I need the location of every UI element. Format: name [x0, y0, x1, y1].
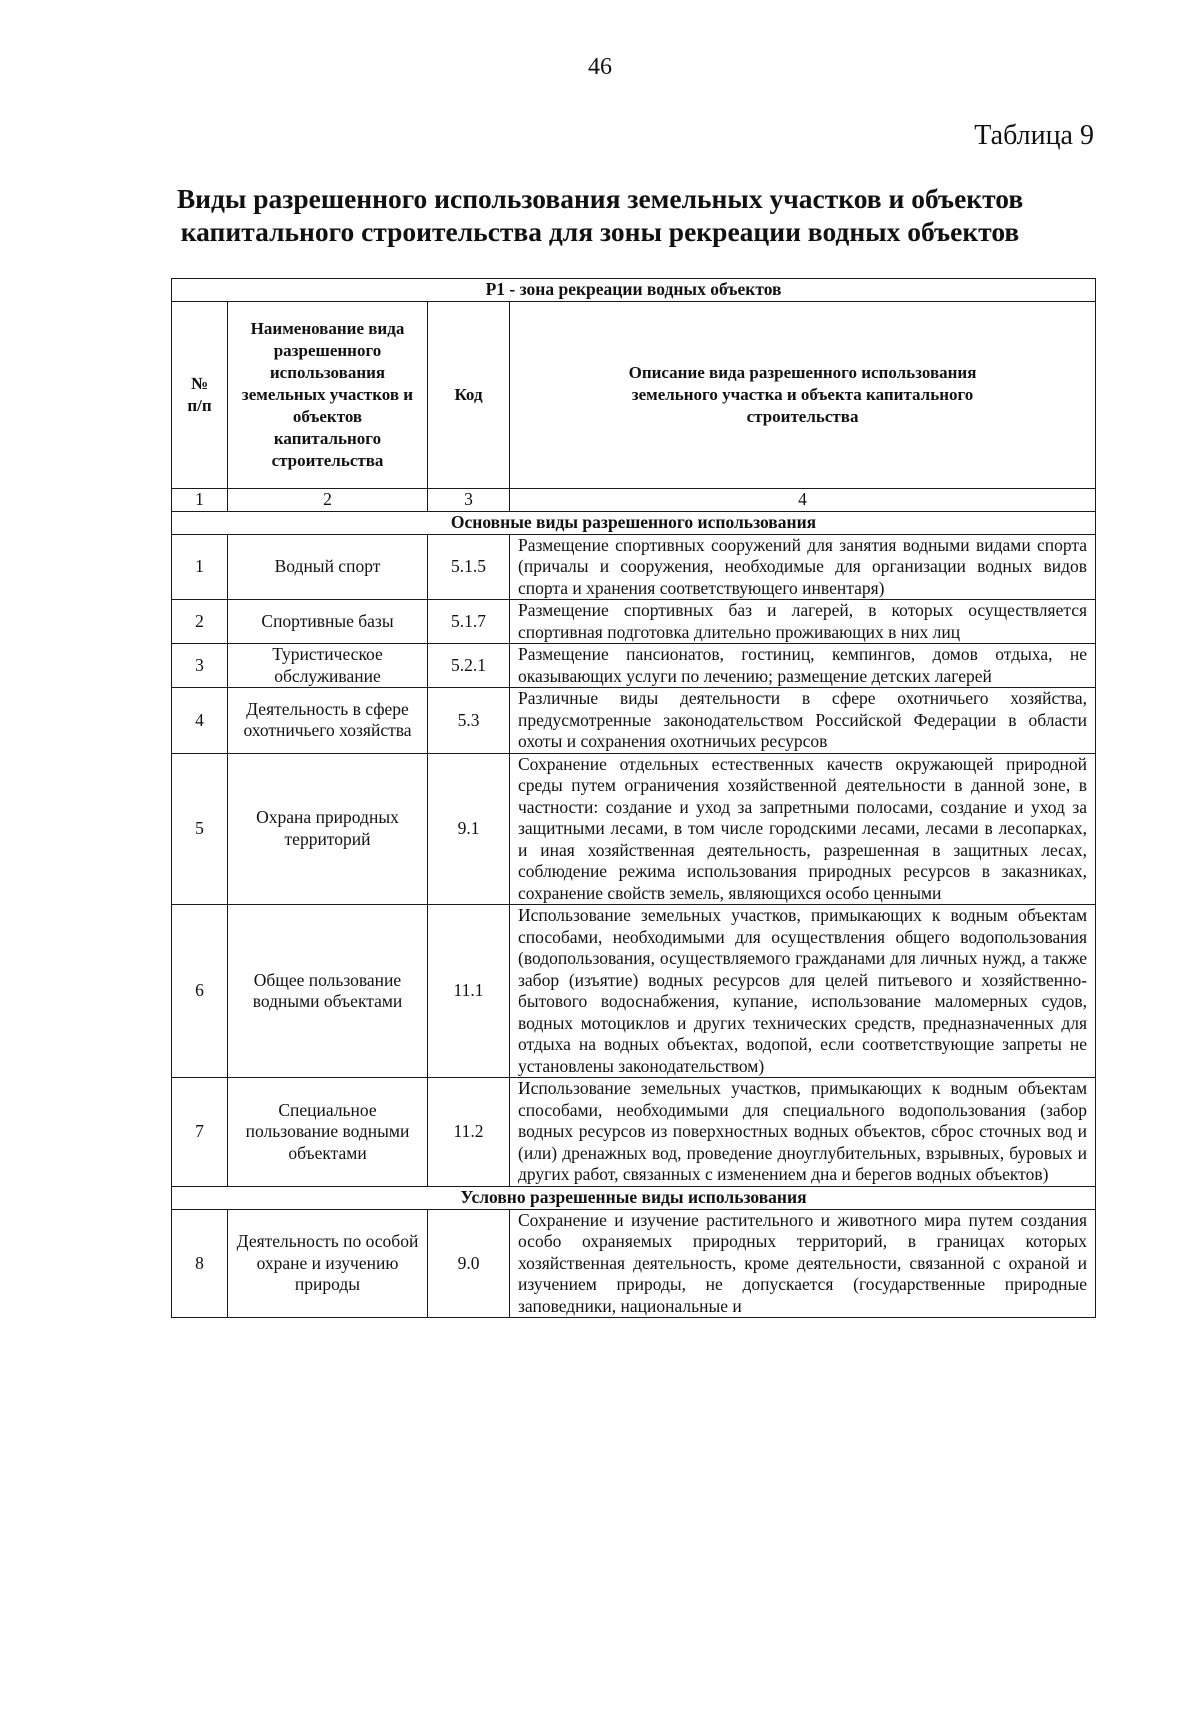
- table-row: [172, 534, 1096, 600]
- table-row: [172, 600, 1096, 644]
- page-number: 46: [588, 54, 612, 80]
- column-number: 1: [172, 489, 228, 512]
- row-num: 2: [172, 600, 228, 644]
- row-name: Туристическое обслуживание: [228, 644, 428, 688]
- row-name: Охрана природных территорий: [228, 753, 428, 905]
- row-description: Сохранение отдельных естественных качеств окружающей природной среды путем ограничения хозяйственной деятельности в данной зоне, в частности: создание и уход за запретными полосами, создание и уход за защитными лесами, в том числе городскими лесами, лесами в лесопарках, и иная хозяйственная деятельность, разрешенная в защитных лесах, соблюдение режима использования природных ресурсов в заказниках, сохранение свойств земель, являющихся особо ценными: [510, 753, 1096, 905]
- table-row: [172, 905, 1096, 1078]
- row-code: 5.3: [428, 688, 510, 754]
- row-num: 4: [172, 688, 228, 754]
- row-description: Размещение спортивных сооружений для занятия водными видами спорта (причалы и сооружения, необходимые для организации водных видов спорта и хранения соответствующего инвентаря): [510, 534, 1096, 600]
- column-number: 2: [228, 489, 428, 512]
- row-code: 9.0: [428, 1209, 510, 1318]
- row-description: Различные виды деятельности в сфере охотничьего хозяйства, предусмотренные законодательством Российской Федерации в области охоты и сохранения охотничьих ресурсов: [510, 688, 1096, 754]
- row-description: Размещение спортивных баз и лагерей, в которых осуществляется спортивная подготовка длительно проживающих в них лиц: [510, 600, 1096, 644]
- table-row: [172, 688, 1096, 754]
- row-name: Спортивные базы: [228, 600, 428, 644]
- table-row: [172, 753, 1096, 905]
- row-num: 6: [172, 905, 228, 1078]
- title-line-1: Виды разрешенного использования земельных участков и объектов: [176, 183, 1024, 214]
- row-code: 5.1.7: [428, 600, 510, 644]
- row-description: Размещение пансионатов, гостиниц, кемпингов, домов отдыха, не оказывающих услуги по лечению; размещение детских лагерей: [510, 644, 1096, 688]
- row-num: 1: [172, 534, 228, 600]
- row-description: Использование земельных участков, примыкающих к водным объектам способами, необходимыми для специального водопользования (забор водных ресурсов из поверхностных водных объектов, сброс сточных вод и (или) дренажных вод, проведение дноуглубительных, взрывных, буровых и других работ, связанных с изменением дна и берегов водных объектов): [510, 1078, 1096, 1187]
- header-row: [172, 302, 1096, 489]
- row-name: Общее пользование водными объектами: [228, 905, 428, 1078]
- section-header-row: [172, 511, 1096, 534]
- row-code: 5.2.1: [428, 644, 510, 688]
- land-use-table: [171, 278, 1096, 1318]
- row-description: Сохранение и изучение растительного и животного мира путем создания особо охраняемых природных территорий, в границах которых хозяйственная деятельность, кроме деятельности, связанной с охраной и изучением природы, не допускается (государственные природные заповедники, национальные и: [510, 1209, 1096, 1318]
- row-name: Специальное пользование водными объектами: [228, 1078, 428, 1187]
- row-code: 11.2: [428, 1078, 510, 1187]
- row-description: Использование земельных участков, примыкающих к водным объектам способами, необходимыми для осуществления общего водопользования (водопользования, осуществляемого гражданами для личных нужд, а также забор (изъятие) водных ресурсов для целей питьевого и хозяйственно-бытового водоснабжения, купание, использование маломерных судов, водных мотоциклов и других технических средств, предназначенных для отдыха на водных объектах, водопой, если соответствующие запреты не установлены законодательством): [510, 905, 1096, 1078]
- row-name: Деятельность по особой охране и изучению природы: [228, 1209, 428, 1318]
- header-name: Наименование вида разрешенного использования земельных участков и объектов капитального строительства: [228, 302, 428, 489]
- section-title: Условно разрешенные виды использования: [172, 1186, 1096, 1209]
- title-line-2: капитального строительства для зоны рекреации водных объектов: [180, 216, 1020, 247]
- column-number: 4: [510, 489, 1096, 512]
- document-title: [80, 182, 1120, 248]
- row-num: 7: [172, 1078, 228, 1187]
- row-code: 11.1: [428, 905, 510, 1078]
- header-code: Код: [428, 302, 510, 489]
- section-title: Основные виды разрешенного использования: [172, 511, 1096, 534]
- section-header-row: [172, 1186, 1096, 1209]
- column-number: 3: [428, 489, 510, 512]
- row-name: Деятельность в сфере охотничьего хозяйства: [228, 688, 428, 754]
- table-label: Таблица 9: [974, 120, 1094, 151]
- row-code: 5.1.5: [428, 534, 510, 600]
- row-name: Водный спорт: [228, 534, 428, 600]
- header-num: № п/п: [172, 302, 228, 489]
- row-num: 5: [172, 753, 228, 905]
- header-description: Описание вида разрешенного использования земельного участка и объекта капитального строительства: [510, 302, 1096, 489]
- row-num: 3: [172, 644, 228, 688]
- row-num: 8: [172, 1209, 228, 1318]
- table-row: [172, 644, 1096, 688]
- table-row: [172, 1209, 1096, 1318]
- table-row: [172, 1078, 1096, 1187]
- zone-title: Р1 - зона рекреации водных объектов: [172, 279, 1096, 302]
- row-code: 9.1: [428, 753, 510, 905]
- zone-title-row: [172, 279, 1096, 302]
- column-number-row: [172, 489, 1096, 512]
